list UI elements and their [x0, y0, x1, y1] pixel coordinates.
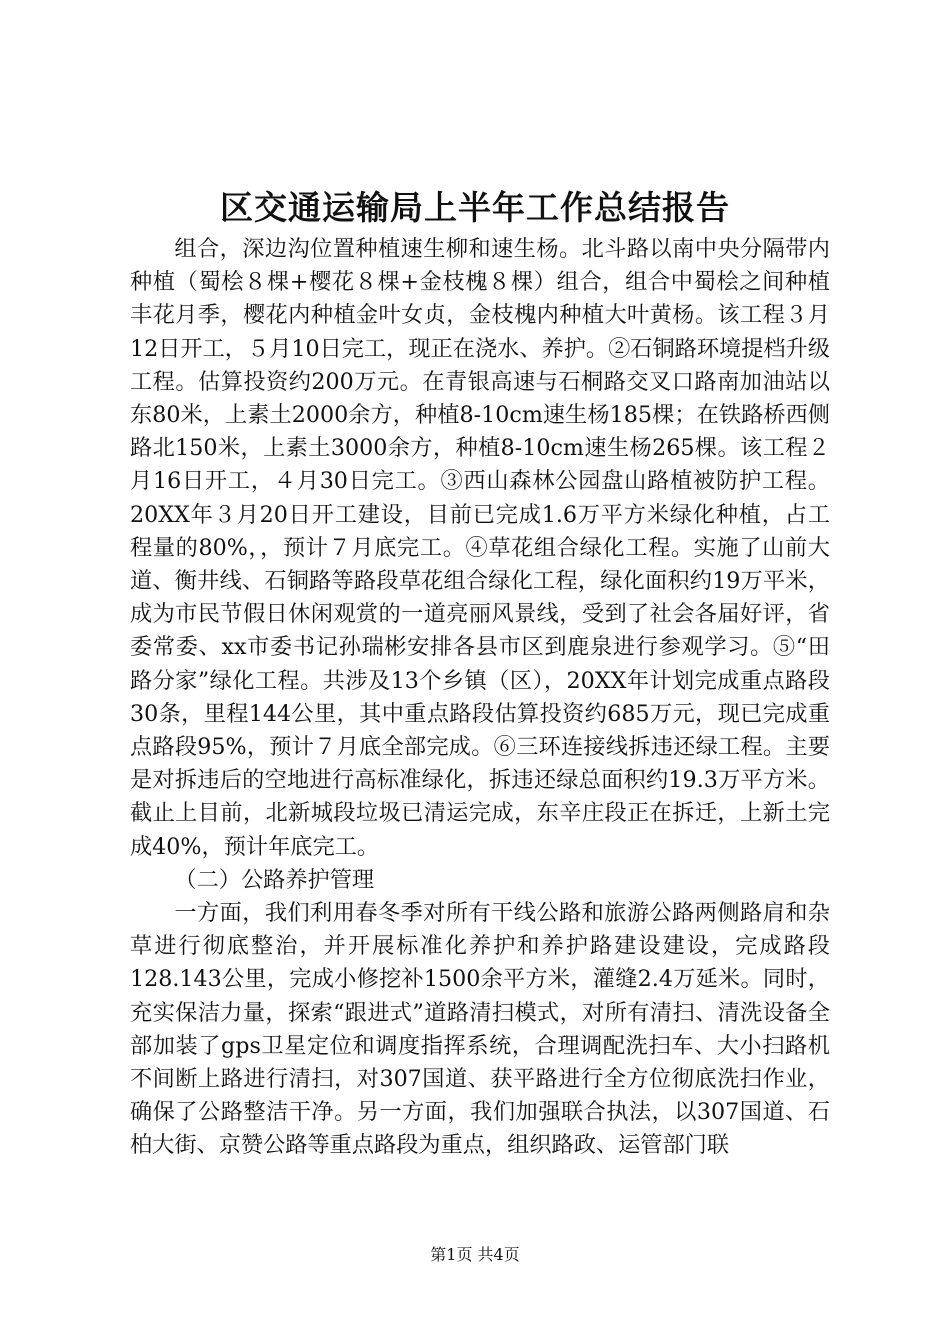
document-body — [130, 233, 830, 1163]
document-title: 区交通运输局上半年工作总结报告 — [220, 188, 730, 227]
body-paragraph: 一方面，我们利用春冬季对所有干线公路和旅游公路两侧路肩和杂草进行彻底整治，并开展标准化养护和养护路建设建设，完成路段128.143公里，完成小修挖补1500余平方米，灌缝2.4万延米。同时，充实保洁力量，探索“跟进式”道路清扫模式，对所有清扫、清洗设备全部加装了gps卫星定位和调度指挥系统，合理调配洗扫车、大小扫路机不间断上路进行清扫，对307国道、获平路进行全方位彻底洗扫作业，确保了公路整洁干净。另一方面，我们加强联合执法，以307国道、石柏大街、京赞公路等重点路段为重点，组织路政、运管部门联 — [130, 900, 830, 1159]
page-footer: 第1页 共4页 — [430, 1245, 520, 1264]
section-heading: （二）公路养护管理 — [174, 866, 375, 893]
body-paragraph: 组合，深边沟位置种植速生柳和速生杨。北斗路以南中央分隔带内种植（蜀桧８棵+樱花８棵+金枝槐８棵）组合，组合中蜀桧之间种植丰花月季，樱花内种植金叶女贞，金枝槐内种植大叶黄杨。该工程３月12日开工，５月10日完工，现正在浇水、养护。②石铜路环境提档升级工程。估算投资约200万元。在青银高速与石桐路交叉口路南加油站以东80米，上素土2000余方，种植8-10cm速生杨185棵；在铁路桥西侧路北150米，上素土3000余方，种植8-10cm速生杨265棵。该工程２月16日开工，４月30日完工。③西山森林公园盘山路植被防护工程。20XX年３月20日开工建设，目前已完成1.6万平方米绿化种植，占工程量的80%，，预计７月底完工。④草花组合绿化工程。实施了山前大道、衡井线、石铜路等路段草花组合绿化工程，绿化面积约19万平米，成为市民节假日休闲观赏的一道亮丽风景线，受到了社会各届好评，省委常委、xx市委书记孙瑞彬安排各县市区到鹿泉进行参观学习。⑤“田路分家”绿化工程。共涉及13个乡镇（区），20XX年计划完成重点路段30条，里程144公里，其中重点路段估算投资约685万元，现已完成重点路段95%，预计７月底全部完成。⑥三环连接线拆违还绿工程。主要是对拆违后的空地进行高标准绿化，拆违还绿总面积约19.3万平方米。截止上目前，北新城段垃圾已清运完成，东辛庄段正在拆迁，上新土完成40%，预计年底完工。 — [130, 236, 830, 860]
